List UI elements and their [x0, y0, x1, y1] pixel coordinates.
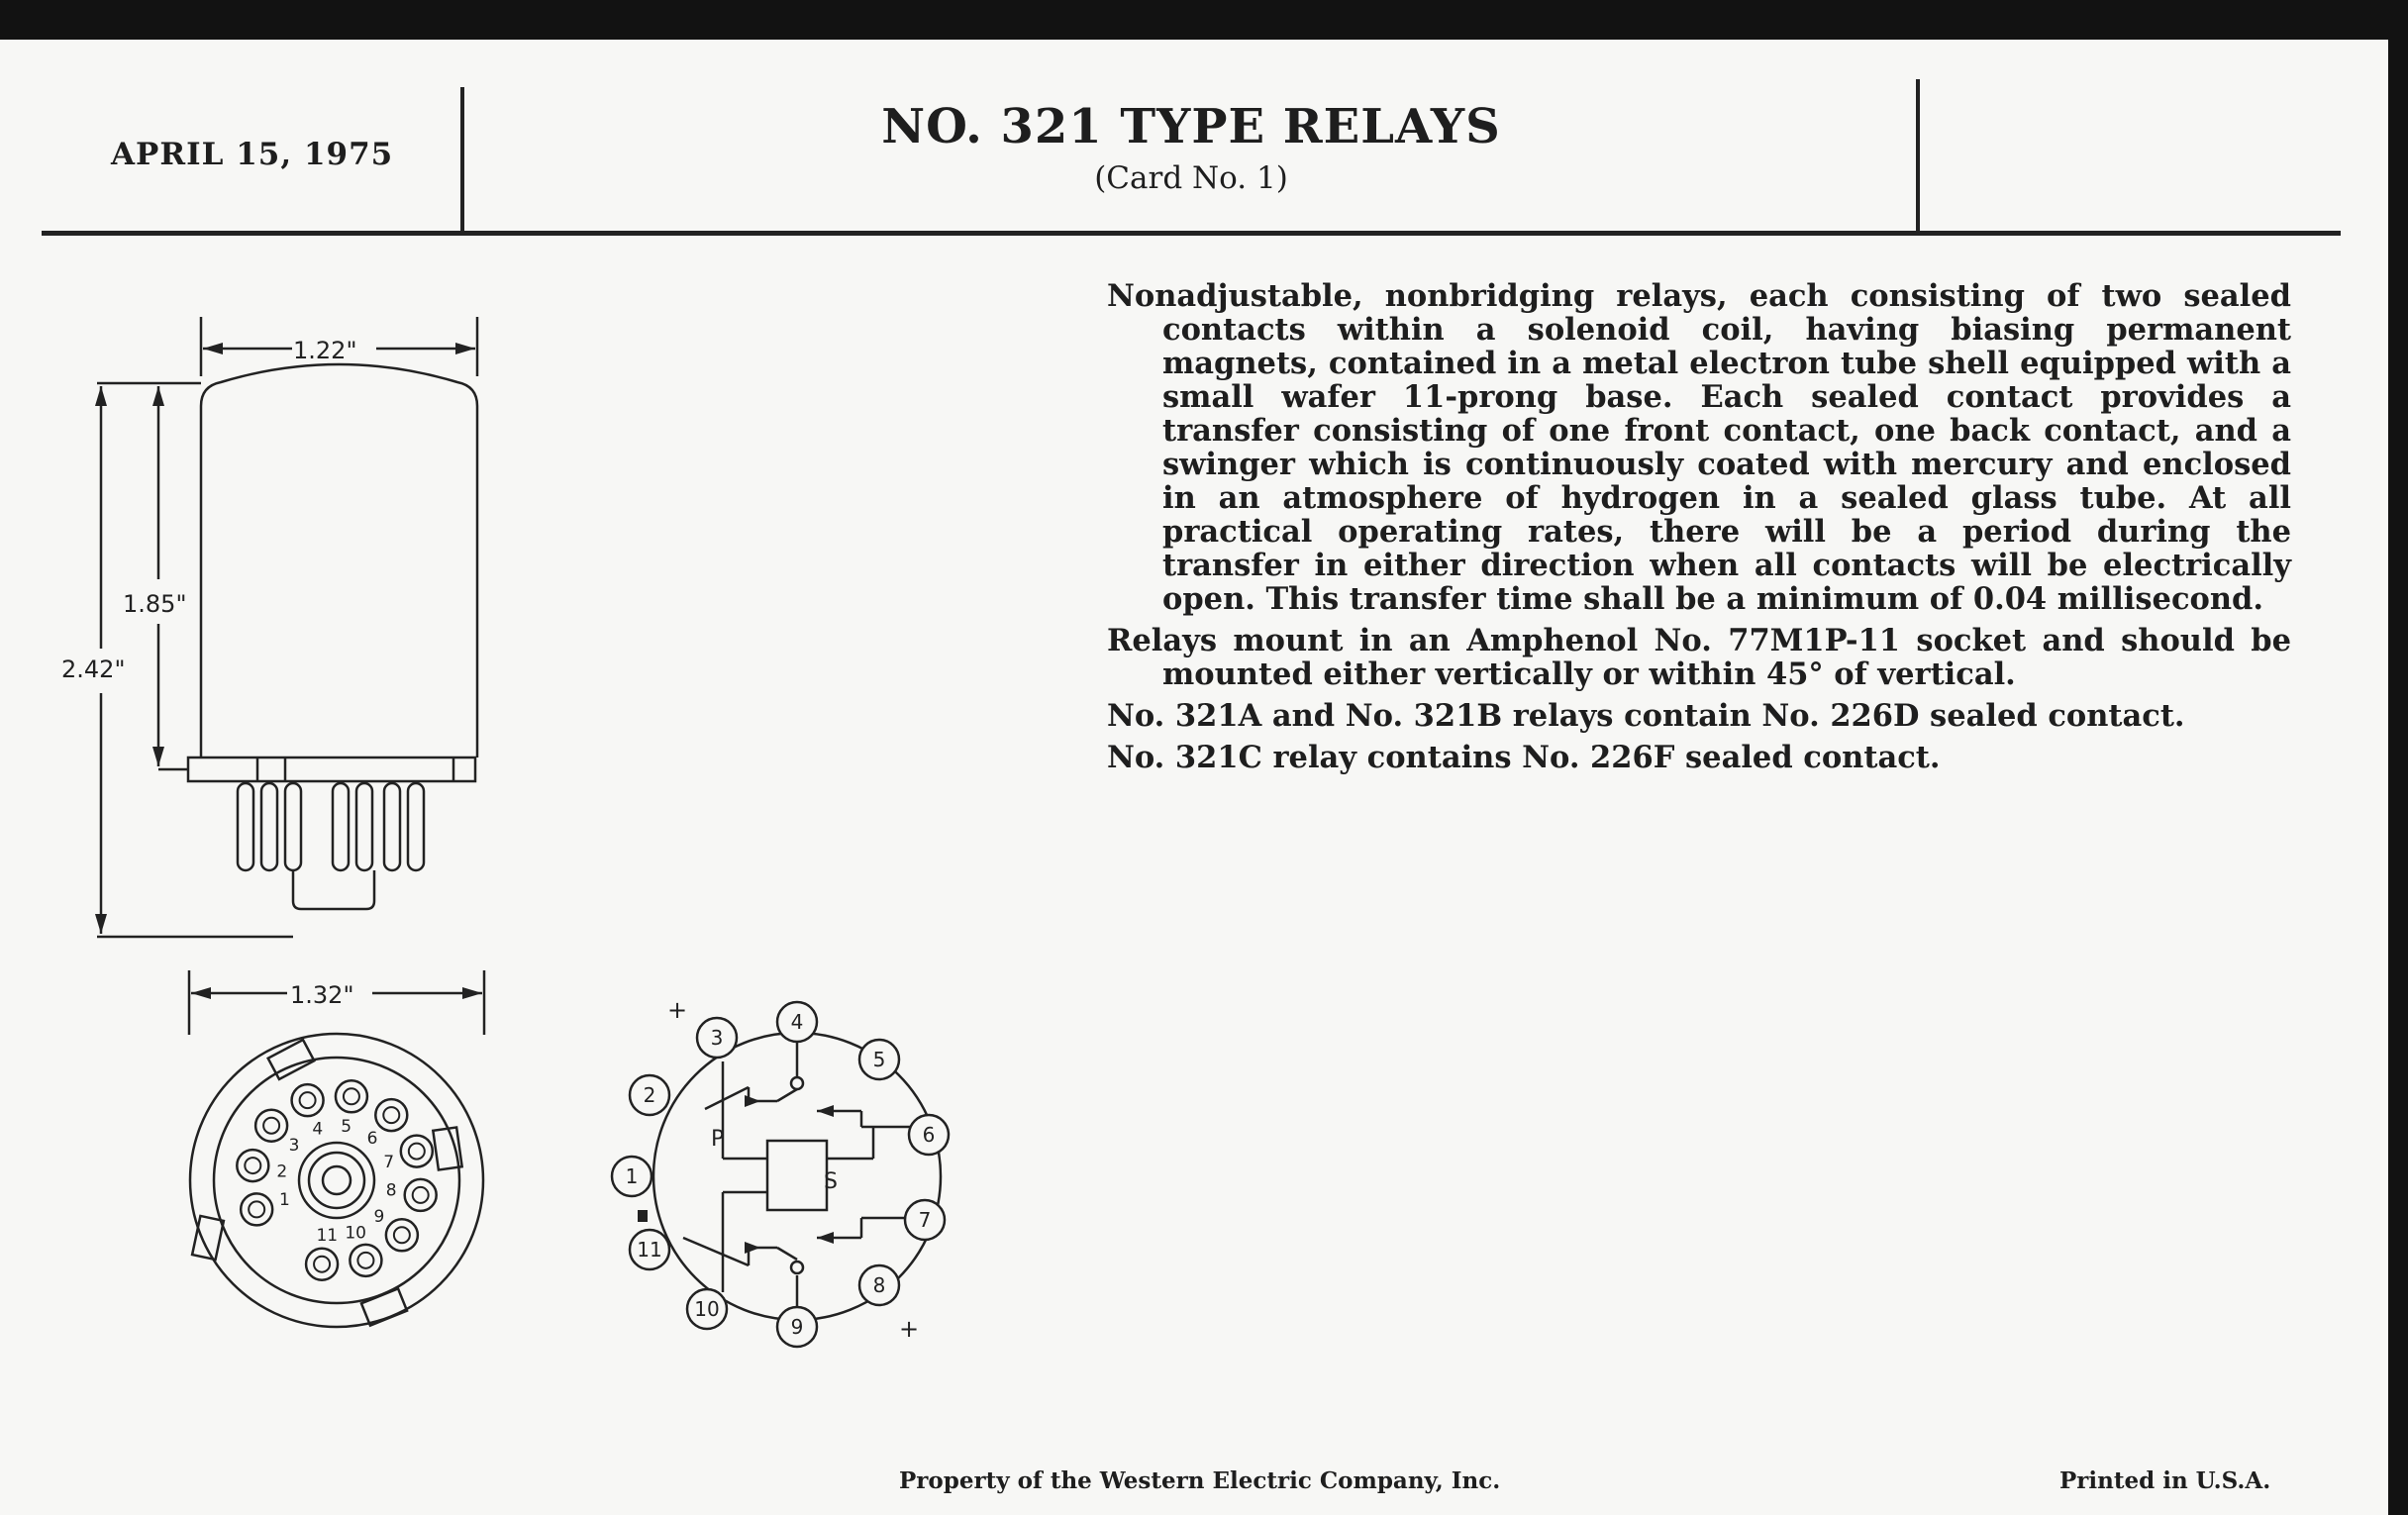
base-pin-label: 11: [316, 1226, 339, 1247]
base-pin-10: [345, 1224, 381, 1276]
base-pin-holes: [237, 1080, 436, 1279]
schematic-pin-label: 8: [872, 1273, 886, 1297]
base-pin-label: 9: [373, 1206, 385, 1227]
schematic-pin-10: [687, 1289, 727, 1329]
page-title: NO. 321 TYPE RELAYS: [881, 99, 1501, 154]
schematic-pin-label: 9: [790, 1315, 804, 1339]
card-number: (Card No. 1): [1094, 160, 1288, 196]
schematic-pin-label: 7: [918, 1208, 932, 1232]
schematic-pin-label: 5: [872, 1048, 886, 1071]
base-pin-3: [255, 1110, 299, 1156]
base-pin-label: 1: [278, 1190, 290, 1211]
base-pin-11: [306, 1226, 338, 1280]
wiring-schematic: [594, 951, 990, 1366]
description-paragraph: Relays mount in an Amphenol No. 77M1P-11 socket and should be mounted either vertically or within 45° of vertical.: [1107, 623, 2291, 692]
schematic-pin-6: [909, 1115, 949, 1155]
description-text: [1107, 279, 2291, 782]
footer-printed: Printed in U.S.A.: [2059, 1467, 2271, 1494]
relay-base-view: [168, 960, 505, 1357]
base-diameter-dimension-label: 1.32": [290, 981, 354, 1009]
base-pin-label: 6: [366, 1129, 378, 1150]
description-paragraph: No. 321C relay contains No. 226F sealed contact.: [1107, 740, 1941, 775]
schematic-pin-1: [612, 1157, 652, 1196]
base-pin-label: 5: [341, 1116, 352, 1137]
header-divider-right: [1916, 79, 1920, 236]
base-pin-5: [336, 1080, 367, 1137]
schematic-pin-8: [859, 1265, 899, 1305]
base-pin-label: 10: [345, 1223, 366, 1244]
overall-height-dimension-label: 2.42": [61, 656, 126, 683]
plus-top-marker: +: [667, 996, 688, 1024]
schematic-pin-9: [777, 1307, 817, 1347]
body-height-dimension-label: 1.85": [123, 590, 187, 618]
schematic-pin-label: 2: [643, 1083, 656, 1107]
base-pin-label: 2: [276, 1162, 288, 1182]
schematic-pin-4: [777, 1002, 817, 1042]
schematic-pin-7: [905, 1200, 945, 1240]
schematic-pin-3: [697, 1018, 737, 1058]
schematic-pin-11: [630, 1230, 669, 1269]
base-pin-6: [367, 1099, 408, 1149]
base-pin-2: [237, 1150, 287, 1181]
base-pin-label: 7: [383, 1152, 395, 1172]
description-paragraph: No. 321A and No. 321B relays contain No. 226D sealed contact.: [1107, 698, 2185, 734]
width-dimension-label: 1.22": [293, 337, 357, 364]
base-pin-label: 8: [385, 1180, 397, 1201]
schematic-pin-label: 11: [637, 1238, 662, 1262]
header-rule: [42, 231, 2341, 236]
schematic-pin-label: 4: [790, 1010, 804, 1034]
base-pin-9: [373, 1207, 417, 1251]
base-pin-4: [292, 1084, 324, 1139]
contact-p-label: P: [711, 1127, 725, 1152]
schematic-pin-label: 1: [625, 1164, 639, 1188]
schematic-pin-5: [859, 1040, 899, 1079]
plus-bottom-marker: +: [899, 1315, 920, 1343]
schematic-pin-2: [630, 1075, 669, 1115]
schematic-pin-label: 3: [710, 1026, 724, 1050]
contact-s-label: S: [824, 1169, 838, 1194]
relay-side-view: [40, 267, 515, 960]
base-pin-1: [241, 1190, 290, 1225]
card-date: APRIL 15, 1975: [111, 137, 394, 172]
base-pin-7: [383, 1136, 433, 1172]
spec-card: [0, 40, 2388, 1515]
base-pin-label: 3: [288, 1136, 300, 1157]
base-pin-label: 4: [312, 1119, 324, 1140]
schematic-pin-label: 6: [922, 1123, 936, 1147]
footer-property: Property of the Western Electric Company, Inc.: [899, 1467, 1501, 1494]
schematic-pin-label: 10: [694, 1297, 720, 1321]
schematic-pin-circles: [612, 1002, 949, 1347]
base-pin-8: [386, 1179, 437, 1211]
description-paragraph: Nonadjustable, nonbridging relays, each consisting of two sealed contacts within a solenoid coil, having biasing permanent magnets, contained in a metal electron tube shell equipped with a small wafer 11-prong base. Each sealed contact provides a transfer consisting of one front contact, one back contact, and a swinger which is continuously coated with mercury and enclosed in an atmosphere of hydrogen in a sealed glass tube. At all practical operating rates, there will be a period during the transfer in either direction when all contacts will be electrically open. This transfer time shall be a minimum of 0.04 millisecond.: [1107, 278, 2291, 617]
